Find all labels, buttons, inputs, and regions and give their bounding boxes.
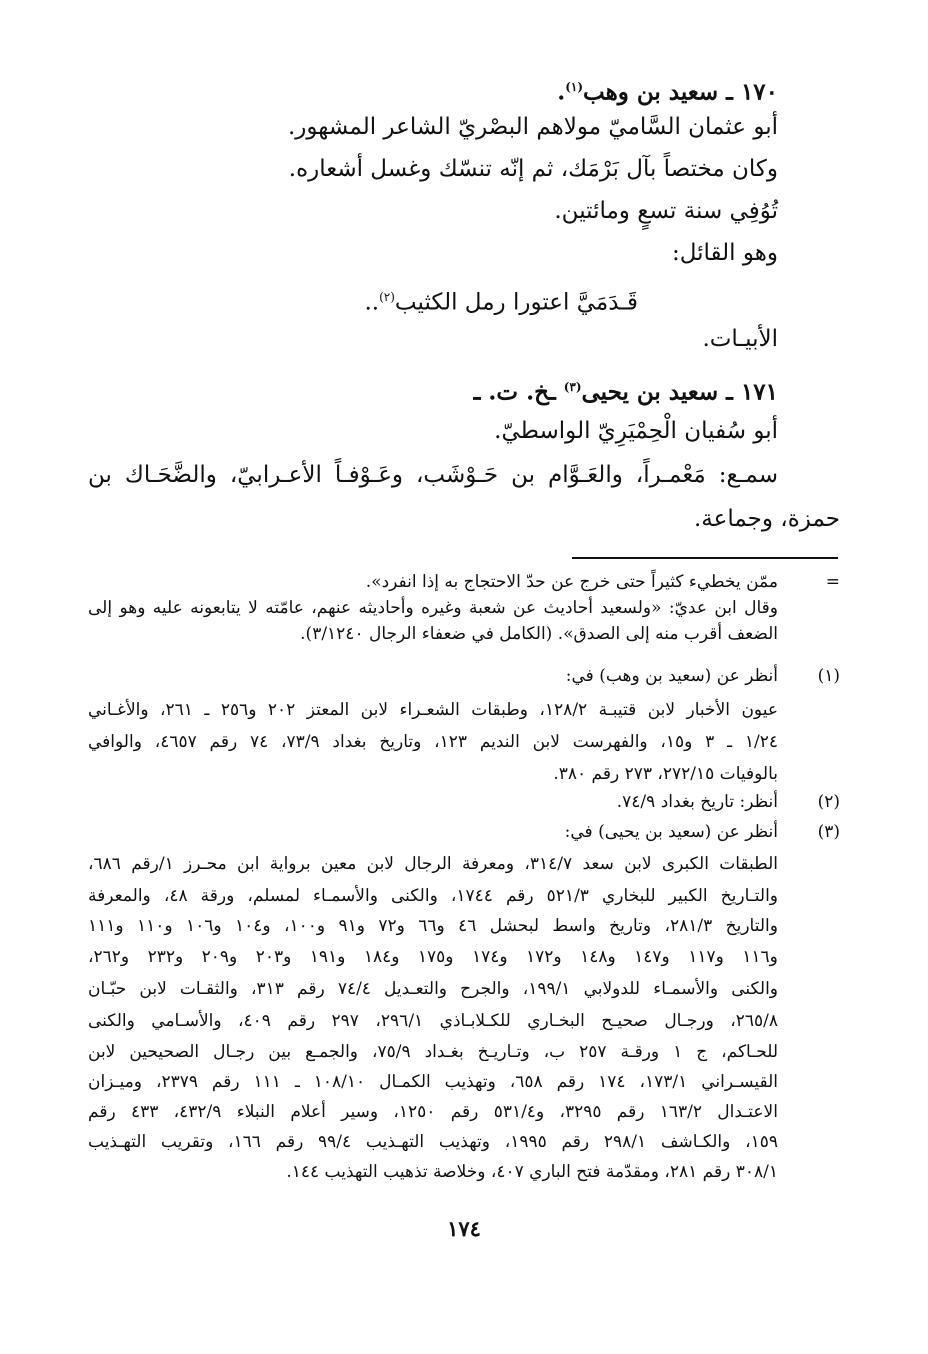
footnote-line: ١٥٩، والكـاشف ٢٩٨/١ رقم ١٩٩٥، وتهذيب التهـذيب ٩٩/٤ رقم ١٦٦، وتقريب التهـذيب xyxy=(88,1132,778,1152)
footnote-line: أنظر: تاريخ بغداد ٧٤/٩. xyxy=(616,792,778,812)
footnote-ref: (١) xyxy=(565,80,584,94)
footnote-marker: (٣) xyxy=(817,822,840,842)
footnote-line: والتـاريخ الكبير للبخاري ٥٢١/٣ رقم ١٧٤٤، والكنى والأسمـاء لمسلم، ورقة ٤٨، والمعرفة xyxy=(88,886,778,906)
footnote-marker: (١) xyxy=(817,666,840,686)
footnote-ref: (٣) xyxy=(563,380,582,394)
entry-text-line: أبو سُفيان الْحِمْيَرِيّ الواسطيّ. xyxy=(494,418,778,444)
entry-text-line: الأبيـات. xyxy=(702,326,778,352)
footnote-marker: = xyxy=(825,572,840,592)
footnote-line: الطبقات الكبرى لابن سعد ٣١٤/٧، ومعرفة الرجال لابن معين برواية ابن محـرز ١/رقم ٦٨٦، xyxy=(88,854,779,874)
footnote-line: ٢٦٥/٨، ورجـال صحيـح البخـاري للكـلابـاذي ٢٩٦/١، ٢٩٧ رقم ٤٠٩، والأسـامي والكنى xyxy=(88,1011,778,1031)
footnote-line: الاعتـدال ١٦٣/٢ رقم ٣٢٩٥، و٥٣١/٤ رقم ١٢٥٠، وسير أعلام النبلاء ٤٣٢/٩، ٤٣٣ رقم xyxy=(88,1102,778,1122)
footnote-marker: (٢) xyxy=(817,792,840,812)
footnote-line: القيسـراني ١٧٣/١، ١٧٤ رقم ٦٥٨، وتهذيب الكمـال ١٠٨/١٠ ـ ١١١ رقم ٢٣٧٩، وميـزان xyxy=(88,1072,779,1092)
verse-line: قَـدَمَيَّ اعتورا رمل الكثيب$^{(٢)}$.. xyxy=(364,289,638,316)
footnote-line: ٣٠٨/١ رقم ٢٨١، ومقدّمة فتح الباري ٤٠٧، وخلاصة تذهيب التهذيب ١٤٤. xyxy=(286,1162,778,1182)
footnote-line: الضعف أقرب منه إلى الصدق». (الكامل في ضعفاء الرجال ٣/١٢٤٠). xyxy=(300,624,778,644)
footnote-line: ١/٢٤ ـ ٣ و١٥، والفهرست لابن النديم ١٢٣، وتاريخ بغداد ٧٣/٩، ٧٤ رقم ٤٦٥٧، والوافي xyxy=(88,732,778,752)
footnote-line: عيون الأخبار لابن قتيبـة ١٢٨/٢، وطبقات الشعـراء لابن المعتز ٢٠٢ و٢٥٦ ـ ٢٦١، والأغـاني xyxy=(88,700,778,720)
page-number: ١٧٤ xyxy=(447,1216,481,1241)
entry-text-line: حمزة، وجماعة. xyxy=(694,506,840,532)
entry-text-line: أبو عثمان السَّاميّ مولاهم البصْريّ الشاعر المشهور. xyxy=(288,114,778,140)
entry-text-line: تُوُفِي سنة تسعٍ ومائتين. xyxy=(554,198,778,224)
footnote-separator xyxy=(572,557,838,559)
entry-heading: ١٧٠ ـ سعيد بن وهب$^{(١)}$. xyxy=(557,78,778,106)
entry-text-line: سمـع: مَعْمـراً، والعَـوَّام بن حَـوْشَب، وعَـوْفـاً الأعـرابيّ، والضَّحَـاك بن xyxy=(88,462,778,488)
entry-heading: ١٧١ ـ سعيد بن يحيى$^{(٣)}$ ـخ. ت. ـ xyxy=(473,378,778,406)
entry-text-line: وهو القائل: xyxy=(671,240,778,266)
footnote-line: للحـاكم، ج ١ ورقـة ٢٥٧ ب، وتـاريـخ بغـداد ٧٥/٩، والجمـع بين رجـال الصحيحين لابن xyxy=(88,1042,778,1062)
footnote-line: والتاريخ ٢٨١/٣، وتاريخ واسط لبحشل ٤٦ و٦٦ و٧٢ و٩١ و١٠٠، و١٠٤ و١٠٦ و١١٠ و١١١ xyxy=(88,916,778,936)
footnote-ref: (٢) xyxy=(379,290,395,304)
footnote-line: والكنى والأسمـاء للدولابي ١٩٩/١، والجرح والتعـديل ٧٤/٤ رقم ٣١٣، والثقـات لابن حبّـان xyxy=(88,979,779,999)
footnote-line: أنظر عن (سعيد بن يحيى) في: xyxy=(564,822,778,842)
entry-text-line: وكان مختصاً بآل بَرْمَك، ثم إنّه تنسّك وغسل أشعاره. xyxy=(288,156,778,182)
footnote-line: بالوفيات ٢٧٢/١٥، ٢٧٣ رقم ٣٨٠. xyxy=(553,764,778,784)
footnote-line: و١١٦ و١١٧ و١٤٧ و١٤٨ و١٧٢ و١٧٤ و١٧٥ و١٨٤ و١٩١ و٢٠٣ و٢٠٩ و٢٣٢ و٢٦٢، xyxy=(88,947,778,967)
footnote-line: أنظر عن (سعيد بن وهب) في: xyxy=(565,666,778,686)
footnote-line: وقال ابن عديّ: «ولسعيد أحاديث عن شعبة وغيره وأحاديثه عنهم، عامّته لا يتابعونه عليه وهو إلى xyxy=(88,598,778,618)
footnote-line: ممّن يخطيء كثيراً حتى خرج عن حدّ الاحتجاج به إذا انفرد». xyxy=(365,572,778,592)
